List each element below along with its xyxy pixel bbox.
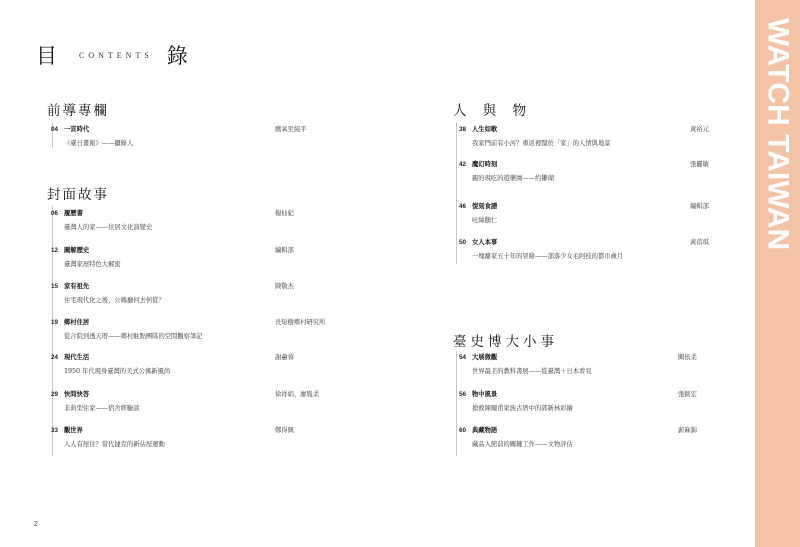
entry-author: 張銘宏	[678, 391, 697, 398]
entry-subtitle: 親的現吃的遊樂園——約獺瑚	[472, 175, 554, 182]
entry-author: 長短樹鄉村研究所	[275, 319, 326, 326]
entry-title: 圖解歷史	[64, 247, 90, 254]
entry-subtitle: 一塊離家五十年的冒險——部落少女毛阿枝的都市歲月	[472, 253, 624, 260]
side-label	[755, 0, 800, 547]
entry-page-number: 04	[50, 126, 58, 133]
entry-page-number: 29	[50, 391, 58, 398]
entry-subtitle: 人人有屋住？當代捷克的新佔屋運動	[64, 441, 165, 448]
entry-page-number: 24	[50, 354, 58, 361]
entry-author: 編輯部	[275, 247, 294, 254]
entry-title: 大展微觀	[472, 354, 498, 361]
entry-page-number: 42	[458, 161, 466, 168]
entry-title: 一頁時代	[64, 126, 90, 133]
entry-subtitle: 《臺日畫報》——攝錄人	[64, 140, 134, 147]
entry-subtitle: 搶救陳爾甫家族古厝中的郭新林彩繪	[472, 405, 573, 412]
entry-page-number: 60	[458, 427, 466, 434]
entry-page-number: 15	[50, 283, 58, 290]
entry-title: 觀世界	[64, 427, 83, 434]
entry-subtitle: 我家門前有小河？重返裡闊於「家」的人情與地景	[472, 140, 611, 147]
entry-page-number: 46	[458, 203, 466, 210]
section-title-museum-news: 臺史博大小事	[453, 334, 558, 350]
entry-author: 謝蕙蓉	[275, 354, 294, 361]
entry-author: 黃蓓琪	[690, 239, 709, 246]
entry-title: 快問快答	[64, 391, 90, 398]
entry-author: 張麗敏	[690, 161, 709, 168]
entry-title: 履歷書	[64, 210, 83, 217]
entry-title: 物中風景	[472, 391, 498, 398]
entry-title: 女人本事	[472, 239, 498, 246]
entry-title: 典藏物語	[472, 427, 498, 434]
entry-author: 楊仙妃	[275, 210, 294, 217]
entry-subtitle: 臺灣家屋特色大解密	[64, 261, 121, 268]
page-number: 2	[34, 521, 38, 528]
entry-author: 薪麻錦	[678, 427, 697, 434]
toc-heading	[36, 40, 188, 70]
entry-subtitle: 臺灣人的家——住居文化演變史	[64, 224, 153, 231]
heading-char-left: 目	[36, 44, 57, 68]
entry-author: 鄭得興	[275, 427, 294, 434]
entry-page-number: 38	[458, 126, 466, 133]
entry-page-number: 54	[458, 354, 466, 361]
section-divider	[456, 351, 457, 456]
entry-author: 黃裕元	[690, 126, 709, 133]
entry-page-number: 50	[458, 239, 466, 246]
entry-author: 鷹氧至純平	[275, 126, 307, 133]
entry-subtitle: 住宅現代化之後，公媽廳何去何從？	[64, 297, 165, 304]
entry-page-number: 06	[50, 210, 58, 217]
entry-subtitle: 吐絲鵝仁	[472, 217, 498, 224]
entry-title: 鄉村住居	[64, 319, 90, 326]
entry-title: 現代生活	[64, 354, 90, 361]
entry-author: 闕依柔	[678, 354, 697, 361]
entry-page-number: 19	[50, 319, 58, 326]
entry-title: 人生如歌	[472, 126, 498, 133]
entry-title: 家有祖先	[64, 283, 90, 290]
entry-title: 復刻食譜	[472, 203, 498, 210]
entry-page-number: 33	[50, 427, 58, 434]
entry-subtitle: 非典型住家——宿舍經驗談	[64, 405, 140, 412]
entry-author: 徐祥娟、廖胤柔	[275, 391, 320, 398]
entry-title: 魔幻時刻	[472, 161, 498, 168]
heading-contents: CONTENTS	[79, 50, 153, 60]
entry-author: 編輯部	[690, 203, 709, 210]
section-title-cover-story: 封面故事	[47, 187, 109, 203]
entry-page-number: 56	[458, 391, 466, 398]
entry-subtitle: 1950 年代現身臺灣的美式公寓新風尚	[64, 368, 171, 375]
heading-char-right: 錄	[166, 44, 188, 68]
entry-subtitle: 世界最美的教科書展——從臺灣＋日本看見	[472, 368, 592, 375]
side-band	[755, 0, 800, 547]
side-label-text: WATCH TAIWAN	[761, 18, 795, 251]
entry-subtitle: 從合院到透天厝——鄉村駐點團隊的空間觀察筆記	[64, 333, 203, 340]
entry-subtitle: 藏品入館前的關鍵工作——文物評估	[472, 441, 573, 448]
entry-page-number: 12	[50, 247, 58, 254]
section-title-intro: 前導專欄	[47, 103, 109, 119]
entry-author: 陳敬杰	[275, 283, 294, 290]
section-title-people-objects: 人 與 物	[453, 103, 533, 119]
section-divider	[52, 206, 53, 456]
